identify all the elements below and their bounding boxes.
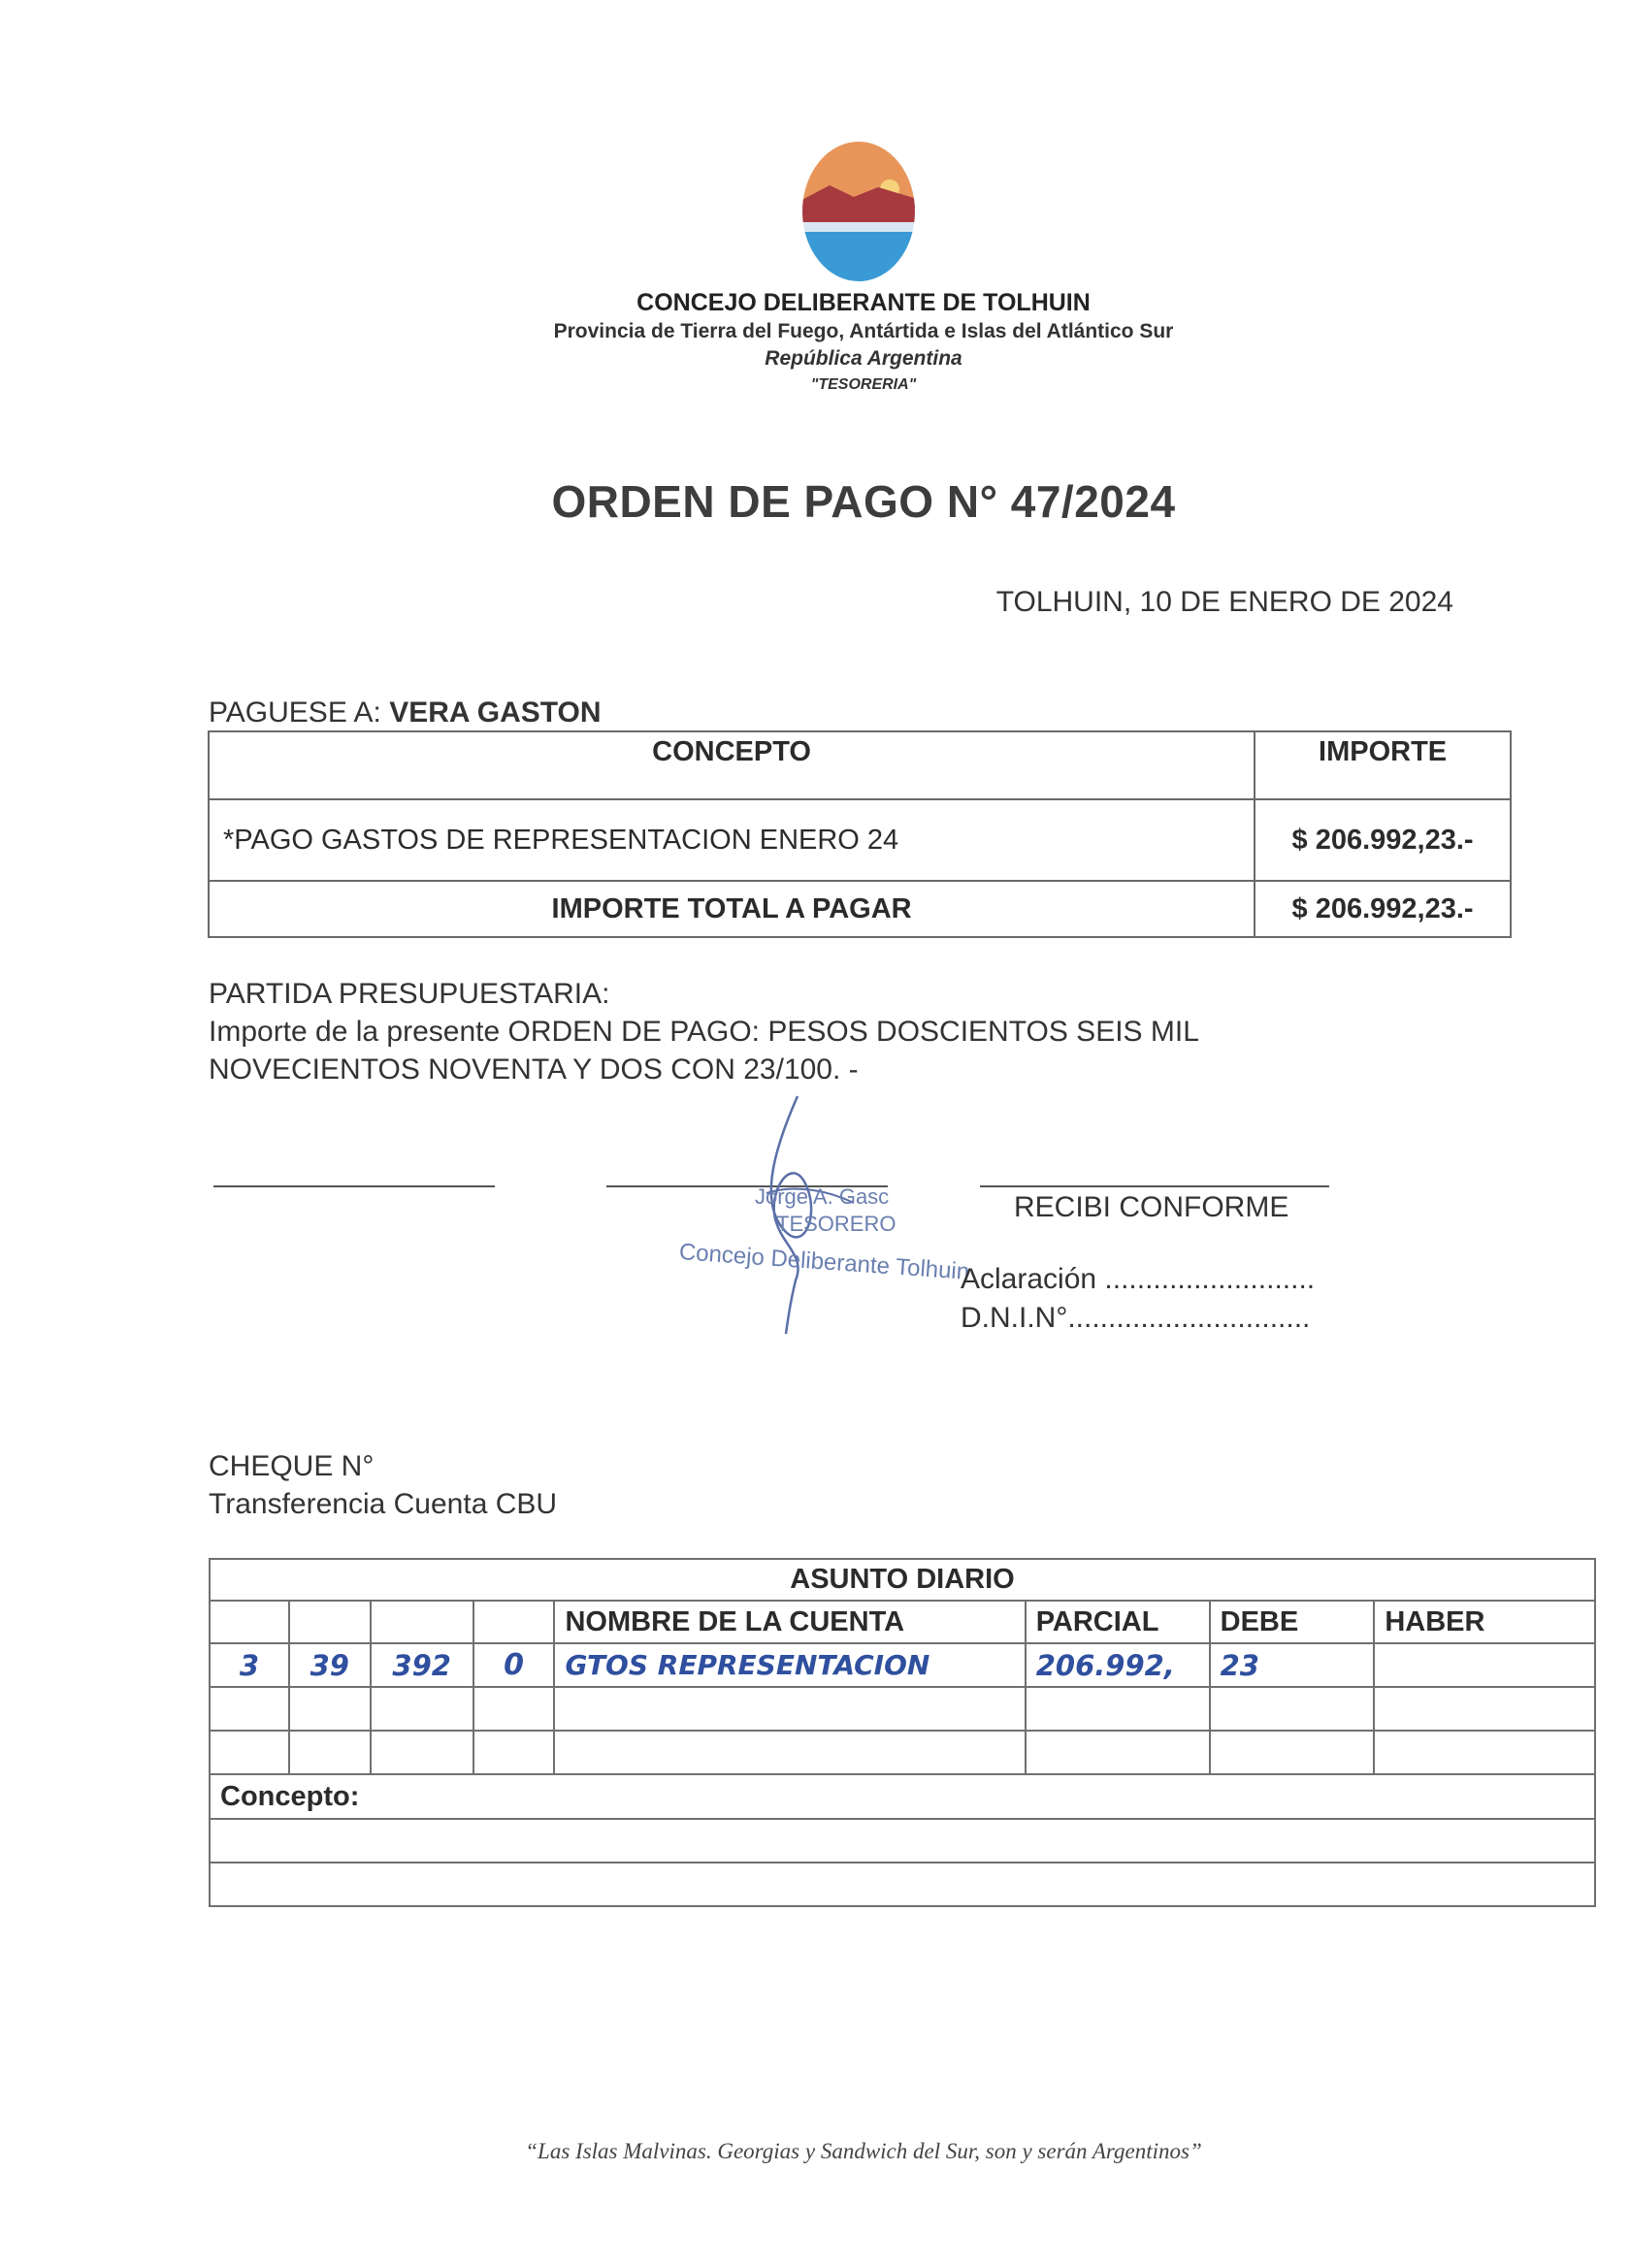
budget-section <box>209 975 1199 1088</box>
amount-cell: $ 206.992,23.- <box>1255 799 1511 881</box>
code-cell-1: 3 <box>210 1643 289 1687</box>
clarification-field: Aclaración .......................... <box>961 1263 1316 1295</box>
journal-table <box>209 1558 1596 1907</box>
table-row <box>210 1731 1595 1774</box>
amount-header: IMPORTE <box>1255 731 1511 799</box>
stamp-name: Jorge A. Gasc <box>755 1184 890 1209</box>
treasurer-stamp <box>679 1179 970 1295</box>
payment-method <box>209 1447 557 1523</box>
total-amount: $ 206.992,23.- <box>1255 881 1511 937</box>
signature-line-left <box>213 1185 495 1187</box>
province-name: Provincia de Tierra del Fuego, Antártida e Islas del Atlántico Sur <box>553 320 1174 342</box>
code-cell-2: 39 <box>289 1643 371 1687</box>
account-header: NOMBRE DE LA CUENTA <box>554 1601 1025 1643</box>
credit-header: HABER <box>1374 1601 1595 1643</box>
credit-cell <box>1374 1643 1595 1687</box>
payee-label: PAGUESE A: <box>209 697 390 729</box>
budget-label: PARTIDA PRESUPUESTARIA: <box>209 978 610 1010</box>
partial-cell: 206.992, <box>1026 1643 1210 1687</box>
journal-title: ASUNTO DIARIO <box>210 1559 1595 1601</box>
amount-words-line2: NOVECIENTOS NOVENTA Y DOS CON 23/100. - <box>209 1053 859 1085</box>
journal-concept-line <box>210 1863 1595 1906</box>
code-cell-3: 392 <box>371 1643 473 1687</box>
stamp-role: TESORERO <box>776 1212 896 1236</box>
debit-cell: 23 <box>1210 1643 1375 1687</box>
total-label: IMPORTE TOTAL A PAGAR <box>209 881 1255 937</box>
payee-line <box>209 697 602 729</box>
document-title: ORDEN DE PAGO N° 47/2024 <box>551 476 1176 527</box>
stamp-org: Concejo Deliberante Tolhuin <box>678 1239 971 1285</box>
footer-motto: “Las Islas Malvinas. Georgias y Sandwich del Sur, son y serán Argentinos” <box>525 2139 1202 2163</box>
received-label: RECIBI CONFORME <box>1014 1191 1289 1223</box>
document-date: TOLHUIN, 10 DE ENERO DE 2024 <box>995 586 1453 618</box>
dni-field: D.N.I.N°.............................. <box>961 1302 1311 1334</box>
table-row <box>210 1687 1595 1731</box>
payee-name: VERA GASTON <box>389 697 602 729</box>
cheque-label: CHEQUE N° <box>209 1450 375 1482</box>
signature-line-right <box>980 1185 1329 1187</box>
debit-header: DEBE <box>1210 1601 1375 1643</box>
account-name-cell: GTOS REPRESENTACION <box>554 1643 1025 1687</box>
table-row <box>210 1643 1595 1687</box>
journal-concept-line <box>210 1819 1595 1863</box>
institution-name: CONCEJO DELIBERANTE DE TOLHUIN <box>636 289 1091 316</box>
concept-table <box>208 730 1512 938</box>
code-cell-4: 0 <box>473 1643 555 1687</box>
concept-header: CONCEPTO <box>209 731 1255 799</box>
partial-header: PARCIAL <box>1026 1601 1210 1643</box>
transfer-label: Transferencia Cuenta CBU <box>209 1488 558 1520</box>
amount-words-line1: Importe de la presente ORDEN DE PAGO: PESOS DOSCIENTOS SEIS MIL <box>209 1016 1199 1048</box>
sunset-landscape-logo-icon <box>800 141 917 282</box>
journal-concept-label: Concepto: <box>210 1774 1595 1819</box>
country-name: República Argentina <box>765 347 962 370</box>
department-name: "TESORERIA" <box>810 376 917 393</box>
concept-cell: *PAGO GASTOS DE REPRESENTACION ENERO 24 <box>209 799 1255 881</box>
